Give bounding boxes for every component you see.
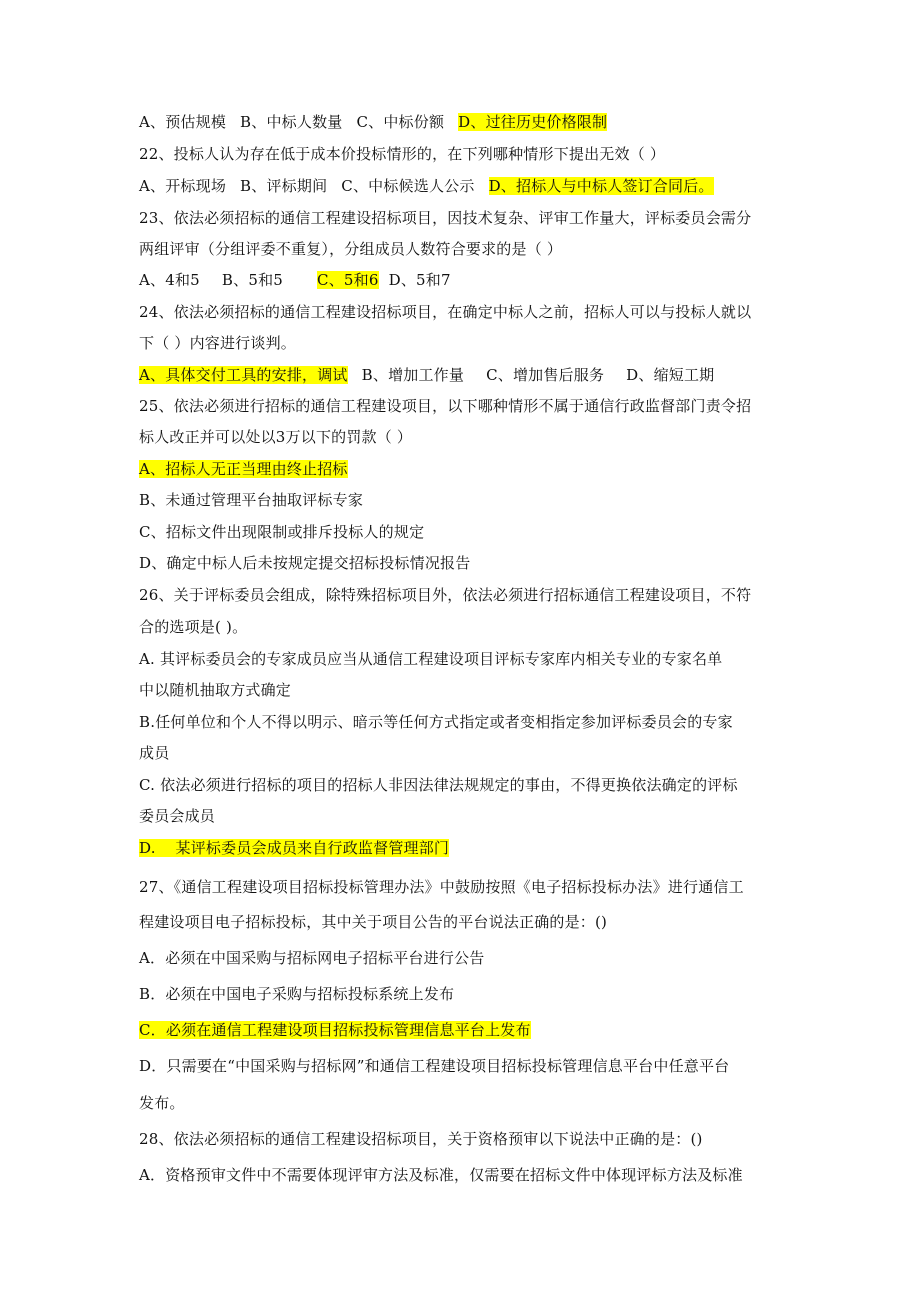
q23-option-d: D、5和7 [388, 271, 451, 289]
q23-option-c-answer: C、5和6 [317, 271, 379, 289]
q27-option-d-line1: D．只需要在“中国采购与招标网”和通信工程建设项目招标投标管理信息平台中任意平台 [139, 1057, 730, 1075]
q26-option-a-line2: 中以随机抽取方式确定 [139, 681, 292, 699]
q24-stem-line1: 24、依法必须招标的通信工程建设招标项目，在确定中标人之前，招标人可以与投标人就以 [139, 303, 752, 321]
q26-option-b-line1: B.任何单位和个人不得以明示、暗示等任何方式指定或者变相指定参加评标委员会的专家 [139, 713, 733, 731]
q22-option-a: A、开标现场 [139, 177, 227, 195]
q21-option-a: A、预估规模 [139, 113, 227, 131]
q27-option-c-answer [139, 1020, 531, 1040]
q27-option-a: A．必须在中国采购与招标网电子招标平台进行公告 [139, 949, 485, 967]
q23-stem-line1: 23、依法必须招标的通信工程建设招标项目，因技术复杂、评审工作量大，评标委员会需分 [139, 209, 752, 227]
q25-option-a-answer [139, 459, 348, 479]
q25-option-c: C、招标文件出现限制或排斥投标人的规定 [139, 523, 425, 541]
q24-options [139, 365, 714, 385]
q21-option-d-answer: D、过往历史价格限制 [458, 113, 608, 131]
q26-stem-line1: 26、关于评标委员会组成，除特殊招标项目外，依法必须进行招标通信工程建设项目，不符 [139, 586, 752, 604]
q26-option-d-answer [139, 838, 449, 858]
q24-stem-line2: 下（ ）内容进行谈判。 [139, 334, 296, 352]
q21-option-c: C、中标份额 [356, 113, 445, 131]
q27-option-d-line2: 发布。 [139, 1094, 185, 1112]
q21-options [139, 112, 607, 132]
q28-option-a: A．资格预审文件中不需要体现评审方法及标准，仅需要在招标文件中体现评标方法及标准 [139, 1166, 743, 1184]
q26-option-a-line1: A. 其评标委员会的专家成员应当从通信工程建设项目评标专家库内相关专业的专家名单 [139, 650, 723, 668]
q26-stem-line2: 合的选项是( )。 [139, 618, 248, 636]
q22-options [139, 176, 714, 196]
q22-option-b: B、评标期间 [240, 177, 328, 195]
q27-stem-line1: 27、《通信工程建设项目招标投标管理办法》中鼓励按照《电子招标投标办法》进行通信工 [139, 878, 744, 896]
q25-option-a-text: A、招标人无正当理由终止招标 [139, 460, 348, 478]
q24-option-b: B、增加工作量 [361, 366, 465, 384]
q23-stem-line2: 两组评审（分组评委不重复），分组成员人数符合要求的是（ ） [139, 240, 563, 258]
q23-option-a: A、4和5 [139, 271, 200, 289]
q26-option-c-line1: C. 依法必须进行招标的项目的招标人非因法律法规规定的事由，不得更换依法确定的评标 [139, 776, 738, 794]
q24-option-a-answer: A、具体交付工具的安排，调试 [139, 366, 348, 384]
q27-option-c-text: C．必须在通信工程建设项目招标投标管理信息平台上发布 [139, 1021, 531, 1039]
q22-stem: 22、投标人认为存在低于成本价投标情形的，在下列哪种情形下提出无效（ ） [139, 145, 666, 163]
q27-stem-line2: 程建设项目电子招标投标，其中关于项目公告的平台说法正确的是：() [139, 913, 608, 931]
q24-option-d: D、缩短工期 [626, 366, 715, 384]
q23-options [139, 270, 451, 290]
q25-option-b: B、未通过管理平台抽取评标专家 [139, 491, 364, 509]
q26-option-d-text: D. 某评标委员会成员来自行政监督管理部门 [139, 839, 450, 857]
q25-stem-line2: 标人改正并可以处以3万以下的罚款（ ） [139, 428, 413, 446]
q26-option-b-line2: 成员 [139, 744, 170, 762]
q22-option-d-answer: D、招标人与中标人签订合同后。 [488, 177, 714, 195]
q24-option-c: C、增加售后服务 [486, 366, 605, 384]
q28-stem: 28、依法必须招标的通信工程建设招标项目，关于资格预审以下说法中正确的是：() [139, 1130, 703, 1148]
q22-option-c: C、中标候选人公示 [341, 177, 475, 195]
q26-option-c-line2: 委员会成员 [139, 807, 216, 825]
q27-option-b: B．必须在中国电子采购与招标投标系统上发布 [139, 985, 455, 1003]
q25-stem-line1: 25、依法必须进行招标的通信工程建设项目，以下哪种情形不属于通信行政监督部门责令招 [139, 397, 752, 415]
q25-option-d: D、确定中标人后未按规定提交招标投标情况报告 [139, 554, 471, 572]
q23-option-b: B、5和5 [221, 271, 284, 289]
q21-option-b: B、中标人数量 [240, 113, 343, 131]
